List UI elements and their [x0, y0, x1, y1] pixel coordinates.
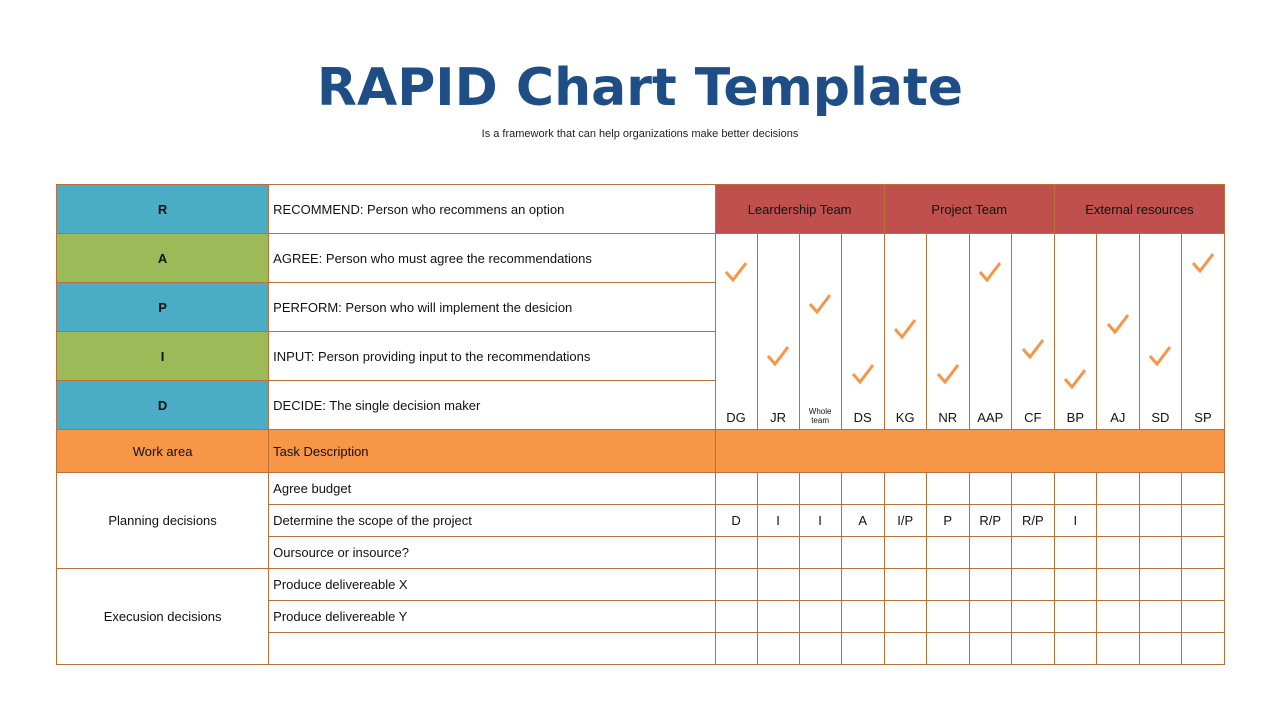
member-label: DG: [726, 410, 746, 425]
assignment-cell: [841, 473, 884, 505]
assignment-cell: [715, 633, 757, 665]
member-column: [884, 234, 926, 430]
assignment-cell: [799, 633, 841, 665]
assignment-cell: [884, 569, 926, 601]
assignment-cell: I/P: [884, 505, 926, 537]
member-label: JR: [770, 410, 787, 425]
member-label: KG: [895, 410, 915, 425]
member-label: BP: [1066, 410, 1084, 425]
assignment-cell: [1096, 569, 1139, 601]
assignment-cell: [969, 633, 1011, 665]
member-label: Whole team: [808, 407, 832, 425]
member-column: [1011, 234, 1054, 430]
assignment-cell: [926, 569, 969, 601]
member-column: [715, 234, 757, 430]
check-icon: [893, 317, 917, 341]
rapid-desc-perform: PERFORM: Person who will implement the desicion: [269, 283, 715, 332]
assignment-cell: [757, 537, 799, 569]
assignment-cell: R/P: [1011, 505, 1054, 537]
header-band: [715, 430, 1224, 473]
member-column: [757, 234, 799, 430]
assignment-cell: [969, 537, 1011, 569]
assignment-cell: [1011, 633, 1054, 665]
assignment-cell: [757, 601, 799, 633]
check-icon: [1106, 312, 1130, 336]
member-column: [969, 234, 1011, 430]
assignment-cell: [1011, 537, 1054, 569]
assignment-cell: [715, 537, 757, 569]
task-label: Produce delivereable Y: [269, 601, 715, 633]
rapid-desc-input: INPUT: Person providing input to the recommendations: [269, 332, 715, 381]
member-column: [799, 234, 841, 430]
member-label: DS: [853, 410, 872, 425]
member-label: AJ: [1110, 410, 1126, 425]
assignment-cell: [1011, 473, 1054, 505]
check-icon: [978, 260, 1002, 284]
work-area-header: Work area: [57, 430, 269, 473]
assignment-cell: [884, 601, 926, 633]
assignment-cell: [1181, 633, 1224, 665]
check-icon: [724, 260, 748, 284]
assignment-cell: [715, 601, 757, 633]
assignment-cell: [926, 633, 969, 665]
check-icon: [936, 362, 960, 386]
assignment-cell: [1181, 569, 1224, 601]
assignment-cell: [1181, 537, 1224, 569]
assignment-cell: [715, 569, 757, 601]
member-column: [1139, 234, 1181, 430]
member-column: [841, 234, 884, 430]
rapid-letter-d: D: [57, 381, 269, 430]
assignment-cell: [799, 601, 841, 633]
assignment-cell: [884, 633, 926, 665]
assignment-cell: [884, 537, 926, 569]
assignment-cell: [841, 601, 884, 633]
assignment-cell: [1139, 537, 1181, 569]
assignment-cell: [1181, 473, 1224, 505]
check-icon: [1191, 251, 1215, 275]
assignment-cell: [926, 473, 969, 505]
task-label: Oursource or insource?: [269, 537, 715, 569]
table-row: [57, 569, 1225, 601]
assignment-cell: [757, 569, 799, 601]
assignment-cell: R/P: [969, 505, 1011, 537]
assignment-cell: [1139, 569, 1181, 601]
assignment-cell: [799, 537, 841, 569]
member-label: SP: [1194, 410, 1212, 425]
check-icon: [1148, 344, 1172, 368]
team-header-external: External resources: [1054, 185, 1224, 234]
member-label: SD: [1151, 410, 1170, 425]
rapid-letter-a: A: [57, 234, 269, 283]
rapid-desc-recommend: RECOMMEND: Person who recommens an option: [269, 185, 715, 234]
rapid-letter-p: P: [57, 283, 269, 332]
rapid-letter-r: R: [57, 185, 269, 234]
member-label: NR: [938, 410, 958, 425]
assignment-cell: [1096, 537, 1139, 569]
work-area-planning: Planning decisions: [57, 473, 269, 569]
rapid-desc-agree: AGREE: Person who must agree the recommendations: [269, 234, 715, 283]
assignment-cell: P: [926, 505, 969, 537]
member-column: [1181, 234, 1224, 430]
rapid-table: [56, 184, 1225, 665]
assignment-cell: [1011, 569, 1054, 601]
assignment-cell: I: [799, 505, 841, 537]
assignment-cell: [969, 569, 1011, 601]
rapid-letter-i: I: [57, 332, 269, 381]
assignment-cell: [757, 473, 799, 505]
check-icon: [808, 292, 832, 316]
assignment-cell: I: [757, 505, 799, 537]
work-area-execution: Execusion decisions: [57, 569, 269, 665]
assignment-cell: [799, 473, 841, 505]
assignment-cell: [969, 601, 1011, 633]
assignment-cell: [1096, 633, 1139, 665]
assignment-cell: [1139, 505, 1181, 537]
task-label: Produce delivereable X: [269, 569, 715, 601]
assignment-cell: [1011, 601, 1054, 633]
assignment-cell: D: [715, 505, 757, 537]
page-title: RAPID Chart Template: [316, 58, 964, 118]
member-column: [1054, 234, 1096, 430]
assignment-cell: [799, 569, 841, 601]
rapid-desc-decide: DECIDE: The single decision maker: [269, 381, 715, 430]
assignment-cell: [1054, 537, 1096, 569]
assignment-cell: [1139, 633, 1181, 665]
member-label: CF: [1024, 410, 1042, 425]
check-icon: [1063, 367, 1087, 391]
member-label: AAP: [977, 410, 1004, 425]
assignment-cell: [926, 537, 969, 569]
check-icon: [1021, 337, 1045, 361]
assignment-cell: [1054, 633, 1096, 665]
check-icon: [851, 362, 875, 386]
check-icon: [766, 344, 790, 368]
assignment-cell: [884, 473, 926, 505]
assignment-cell: [926, 601, 969, 633]
task-label: [269, 633, 715, 665]
assignment-cell: A: [841, 505, 884, 537]
table-row: [57, 473, 1225, 505]
assignment-cell: [841, 569, 884, 601]
assignment-cell: [1054, 601, 1096, 633]
assignment-cell: [1096, 601, 1139, 633]
assignment-cell: [969, 473, 1011, 505]
assignment-cell: [1181, 505, 1224, 537]
task-description-header: Task Description: [269, 430, 715, 473]
assignment-cell: [1054, 473, 1096, 505]
assignment-cell: [841, 633, 884, 665]
assignment-cell: [1054, 569, 1096, 601]
assignment-cell: I: [1054, 505, 1096, 537]
assignment-cell: [715, 473, 757, 505]
task-label: Determine the scope of the project: [269, 505, 715, 537]
assignment-cell: [841, 537, 884, 569]
assignment-cell: [1181, 601, 1224, 633]
assignment-cell: [1096, 473, 1139, 505]
member-column: [926, 234, 969, 430]
task-label: Agree budget: [269, 473, 715, 505]
team-header-leadership: Leardership Team: [715, 185, 884, 234]
assignment-cell: [1139, 601, 1181, 633]
assignment-cell: [757, 633, 799, 665]
page-subtitle: Is a framework that can help organizations make better decisions: [481, 128, 799, 140]
assignment-cell: [1139, 473, 1181, 505]
member-column: [1096, 234, 1139, 430]
team-header-project: Project Team: [884, 185, 1054, 234]
assignment-cell: [1096, 505, 1139, 537]
